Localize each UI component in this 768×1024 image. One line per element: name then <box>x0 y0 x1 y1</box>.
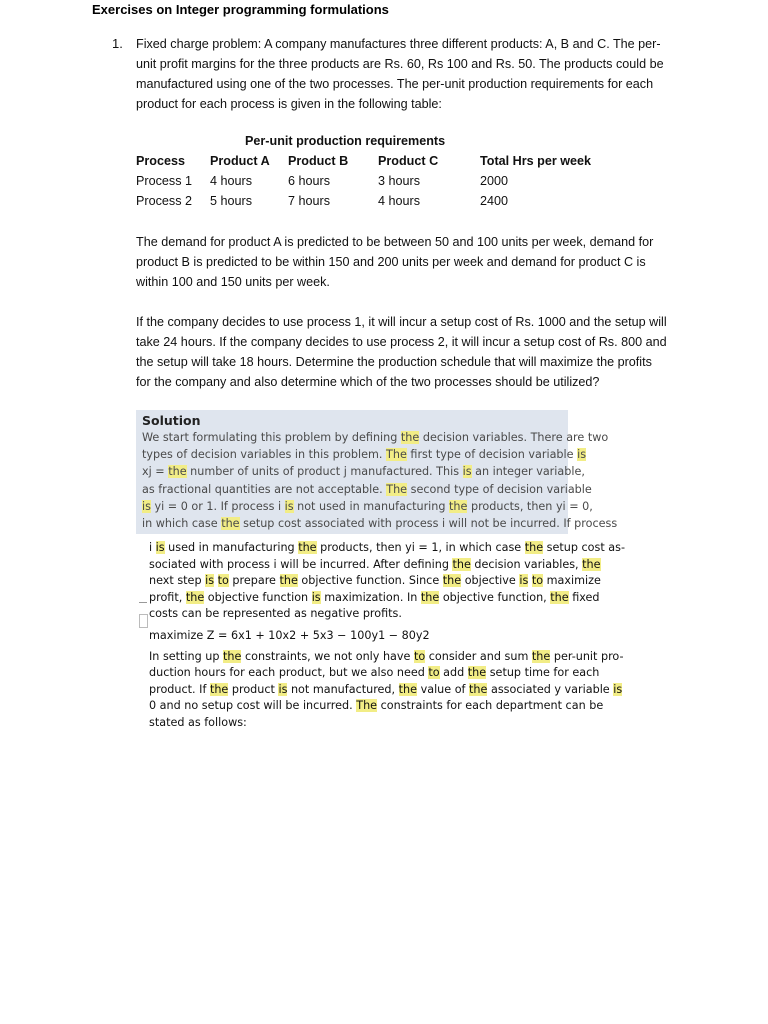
solution-line: i is used in manufacturing the products, then yi = 1, in which case the setup cost as- <box>149 541 625 554</box>
table-cell: 4 hours <box>378 194 421 208</box>
table-header: Total Hrs per week <box>480 154 592 168</box>
highlighted-word: the <box>469 682 488 696</box>
highlighted-word: the <box>449 499 468 513</box>
highlighted-word: to <box>531 574 544 588</box>
table-cell: 6 hours <box>288 174 331 188</box>
highlighted-word: to <box>217 574 229 588</box>
intro-line: Fixed charge problem: A company manufactures three different products: A, B and C. The per- <box>136 37 661 51</box>
objective-function: maximize Z = 6x1 + 10x2 + 5x3 − 100y1 − 80y2 <box>149 628 430 642</box>
highlighted-word: the <box>550 590 569 604</box>
table-header: Product A <box>210 154 270 168</box>
highlighted-word: the <box>398 682 418 696</box>
demand-paragraph <box>136 232 668 292</box>
intro-line: manufactured using one of the two processes. The per-unit production requirements for each <box>136 77 654 91</box>
question-intro <box>136 34 668 114</box>
solution-line: stated as follows: <box>149 715 247 729</box>
table-row <box>136 171 610 191</box>
solution-line: next step is to prepare the objective function. Since the objective is to maximize <box>149 574 601 588</box>
highlighted-word: is <box>142 499 151 513</box>
solution-line: as fractional quantities are not acceptable. The second type of decision variable <box>142 482 592 496</box>
demand-line: The demand for product A is predicted to be between 50 and 100 units per week, demand for <box>136 235 654 249</box>
solution-line: sociated with process i will be incurred. After defining the decision variables, the <box>149 557 601 571</box>
page-title: Exercises on Integer programming formulations <box>92 2 389 17</box>
highlighted-word: is <box>278 682 288 696</box>
table-header: Product B <box>288 154 349 168</box>
highlighted-word: the <box>467 666 487 680</box>
highlighted-word: the <box>400 431 420 444</box>
highlighted-word: is <box>577 448 587 462</box>
solution-line: 0 and no setup cost will be incurred. The constraints for each department can be <box>149 699 604 713</box>
solution-excerpt-bottom <box>149 540 625 732</box>
highlighted-word: is <box>462 465 472 479</box>
highlighted-word: The <box>386 482 408 496</box>
table-header: Product C <box>378 154 439 168</box>
table-cell: 2400 <box>480 194 509 208</box>
setup-line: for the company and also determine which of the two processes should be utilized? <box>136 375 600 389</box>
solution-line: is yi = 0 or 1. If process i is not used in manufacturing the products, then yi = 0, <box>142 499 593 513</box>
question-number: 1. <box>112 36 123 51</box>
solution-heading: Solution <box>142 413 201 428</box>
highlighted-word: is <box>284 499 294 513</box>
setup-line: take 24 hours. If the company decides to use process 2, it will incur a setup cost of Rs. 800 and <box>136 335 667 349</box>
highlighted-word: the <box>279 574 298 588</box>
setup-paragraph <box>136 312 668 392</box>
highlighted-word: the <box>452 557 471 571</box>
highlighted-word: the <box>185 590 205 604</box>
highlighted-word: the <box>209 682 229 696</box>
setup-line: the setup will take 18 hours. Determine the production schedule that will maximize the profits <box>136 355 652 369</box>
intro-line: unit profit margins for the three products are Rs. 60, Rs 100 and Rs. 50. The products could be <box>136 57 664 71</box>
solution-line: duction hours for each product, but we also need to add the setup time for each <box>149 666 600 680</box>
highlighted-word: the <box>223 649 242 663</box>
solution-line: costs can be represented as negative profits. <box>149 607 402 621</box>
highlighted-word: the <box>582 557 601 571</box>
highlighted-word: the <box>531 649 551 663</box>
scan-margin-marks <box>139 594 147 628</box>
table-cell: 5 hours <box>210 194 253 208</box>
table-header-row <box>136 151 610 171</box>
highlighted-word: is <box>155 541 165 554</box>
highlighted-word: the <box>442 574 462 588</box>
table-cell: 3 hours <box>378 174 421 188</box>
highlighted-word: the <box>168 465 187 479</box>
highlighted-word: is <box>613 682 623 696</box>
solution-line: product. If the product is not manufactured, the value of the associated y variable is <box>149 682 623 696</box>
margin-dash <box>139 602 147 603</box>
highlighted-word: to <box>428 666 440 680</box>
highlighted-word: The <box>356 699 378 713</box>
highlighted-word: the <box>524 541 544 554</box>
highlighted-word: The <box>386 448 407 462</box>
highlighted-word: the <box>221 517 240 531</box>
highlighted-word: is <box>311 590 321 604</box>
demand-line: within 100 and 150 units per week. <box>136 275 330 289</box>
margin-box <box>139 614 148 628</box>
table-caption: Per-unit production requirements <box>245 134 446 148</box>
highlighted-word: the <box>420 590 440 604</box>
highlighted-word: the <box>298 541 317 554</box>
solution-line: in which case the setup cost associated with process i will not be incurred. If process <box>142 517 618 531</box>
production-requirements-table <box>136 151 610 211</box>
highlighted-word: is <box>205 574 215 588</box>
table-cell: Process 1 <box>136 174 192 188</box>
solution-line: profit, the objective function is maximization. In the objective function, the fixed <box>149 590 600 604</box>
demand-line: product B is predicted to be within 150 and 200 units per week and demand for product C is <box>136 255 646 269</box>
table-cell: 7 hours <box>288 194 331 208</box>
table-cell: 4 hours <box>210 174 253 188</box>
highlighted-word: is <box>519 574 529 588</box>
highlighted-word: to <box>413 649 426 663</box>
table-cell: 2000 <box>480 174 509 188</box>
intro-line: product for each process is given in the following table: <box>136 97 442 111</box>
table-row <box>136 191 610 211</box>
solution-line: We start formulating this problem by defining the decision variables. There are two <box>142 431 609 444</box>
solution-excerpt-top <box>136 410 618 534</box>
table-header: Process <box>136 154 186 168</box>
setup-line: If the company decides to use process 1, it will incur a setup cost of Rs. 1000 and the setup will <box>136 315 667 329</box>
solution-top-text <box>142 429 617 532</box>
solution-line: xj = the number of units of product j manufactured. This is an integer variable, <box>142 465 585 479</box>
solution-line: In setting up the constraints, we not only have to consider and sum the per-unit pro- <box>149 649 624 663</box>
solution-line: types of decision variables in this problem. The first type of decision variable is <box>142 448 587 462</box>
table-cell: Process 2 <box>136 194 192 208</box>
